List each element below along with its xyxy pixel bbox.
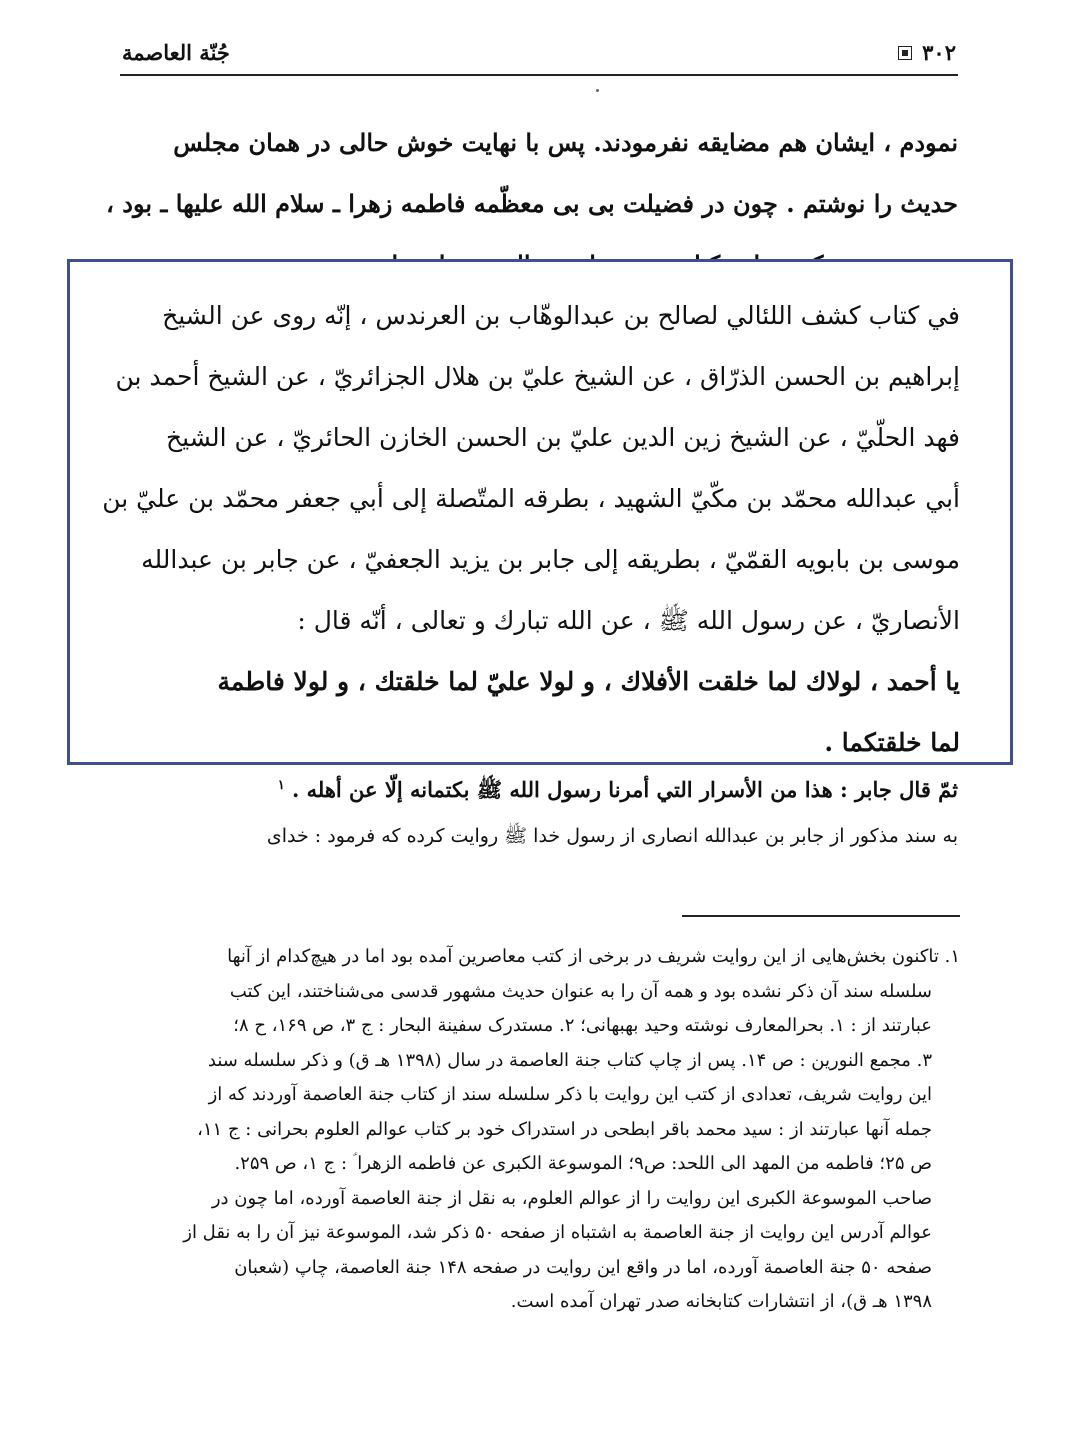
footnote-line: صاحب الموسوعة الکبری این روایت را از عوالم العلوم، به نقل از جنة العاصمة آورده، اما چون در [211,1187,932,1209]
arabic-hadith [102,285,960,773]
hadith-chain-line: أبي عبدالله محمّد بن مكّيّ الشهيد ، بطرقه المتّصلة إلى أبي جعفر محمّد بن عليّ بن [102,484,960,513]
page-number: ۳۰۲ [922,40,956,65]
after-box-text [120,768,958,848]
footnote-line: ١٣٩٨ هـ ق)، از انتشارات کتابخانه صدر تهران آمده است. [510,1291,932,1312]
hadith-chain-line: موسى بن بابويه القمّيّ ، بطريقه إلى جابر بن يزيد الجعفيّ ، عن جابر بن عبدالله [141,545,960,574]
page-number-group [898,40,956,65]
footnote-separator [682,915,960,917]
hadith-chain-line: الأنصاريّ ، عن رسول الله ﷺ ، عن الله تبارك و تعالى ، أنّه قال : [297,606,960,635]
footnote-marker: ١ [277,778,285,793]
ink-dot [596,89,599,92]
persian-intro [106,112,958,264]
page-header [120,38,958,76]
hadith-quote-line: يا أحمد ، لولاك لما خلقت الأفلاك ، و لولا عليّ لما خلقتك ، و لولا فاطمة [217,667,960,696]
footnote-line: عبارتند از : ١. بحرالمعارف نوشته وحید بهبهانی؛ ٢. مستدرک سفینة البحار : ج ٣، ص ١۶٩، ح ٨؛ [233,1015,932,1036]
persian-intro-line: نمودم ، ایشان هم مضایقه نفرمودند. پس با نهایت خوش حالی در همان مجلس [173,128,958,157]
footnote-line: سلسله سند آن ذکر نشده بود و همه آن را به عنوان حدیث مشهور قدسی می‌شناختند، این کتب [229,980,932,1002]
hadith-chain-line: إبراهيم بن الحسن الذرّاق ، عن الشيخ عليّ بن هلال الجزائريّ ، عن الشيخ أحمد بن [115,362,960,391]
jabir-statement-text: ثمّ قال جابر : هذا من الأسرار التي أمرنا رسول الله ﷺ بكتمانه إلّا عن أهله . [291,777,958,802]
jabir-statement [120,768,958,808]
square-ornament-icon [898,46,912,60]
hadith-quote-line: لما خلقتكما . [824,728,960,757]
hadith-chain-line: في كتاب كشف اللئالي لصالح بن عبدالوهّاب بن العرندس ، إنّه روى عن الشيخ [162,301,960,330]
hadith-chain-line: فهد الحلّيّ ، عن الشيخ زين الدين عليّ بن الحسن الخازن الحائريّ ، عن الشيخ [166,423,960,452]
footnote-line: این روایت شریف، تعدادی از کتب این روایت با ذکر سلسله سند از کتاب جنة العاصمة آوردند که از [208,1084,932,1105]
footnote-line: صفحه ۵٠ جنة العاصمة آورده، اما در واقع این روایت در صفحه ١۴٨ جنة العاصمة، چاپ (شعبان [234,1256,932,1278]
footnote-line: ٣. مجمع النورین : ص ١۴. پس از چاپ کتاب جنة العاصمة در سال (١٣٩٨ هـ ق) و ذکر سلسله سند [207,1049,932,1071]
running-title: جُنّة العاصمة [122,40,230,65]
persian-translation-line: به سند مذکور از جابر بن عبدالله انصاری از رسول خدا ﷺ روایت کرده که فرمود : خدای [266,825,958,847]
footnote-line: عوالم آدرس این روایت از جنة العاصمة به اشتباه از صفحه ۵٠ ذکر شد، الموسوعة نیز آن را به نقل از [183,1222,932,1243]
persian-intro-line: حدیث را نوشتم . چون در فضیلت بی بی معظّمه فاطمه زهرا ـ سلام الله علیها ـ بود ، [106,189,958,218]
hadith-quote [122,651,960,773]
footnote-line: جمله آنها عبارتند از : سید محمد باقر ابطحی در استدراک خود بر کتاب عوالم العلوم بحرانی : ج ١١، [197,1118,932,1140]
footnote [118,940,960,1320]
footnote-line: ١. تاکنون بخش‌هایی از این روایت شریف در برخی از کتب معاصرین آمده بود اما در هیچ‌کدام از آنها [227,946,960,967]
footnote-line: ص ٢۵؛ فاطمه من المهد الی اللحد: ص٩؛ الموسوعة الكبرى عن فاطمه الزهرا ؑ : ج ١، ص ٢۵٩. [234,1153,932,1174]
